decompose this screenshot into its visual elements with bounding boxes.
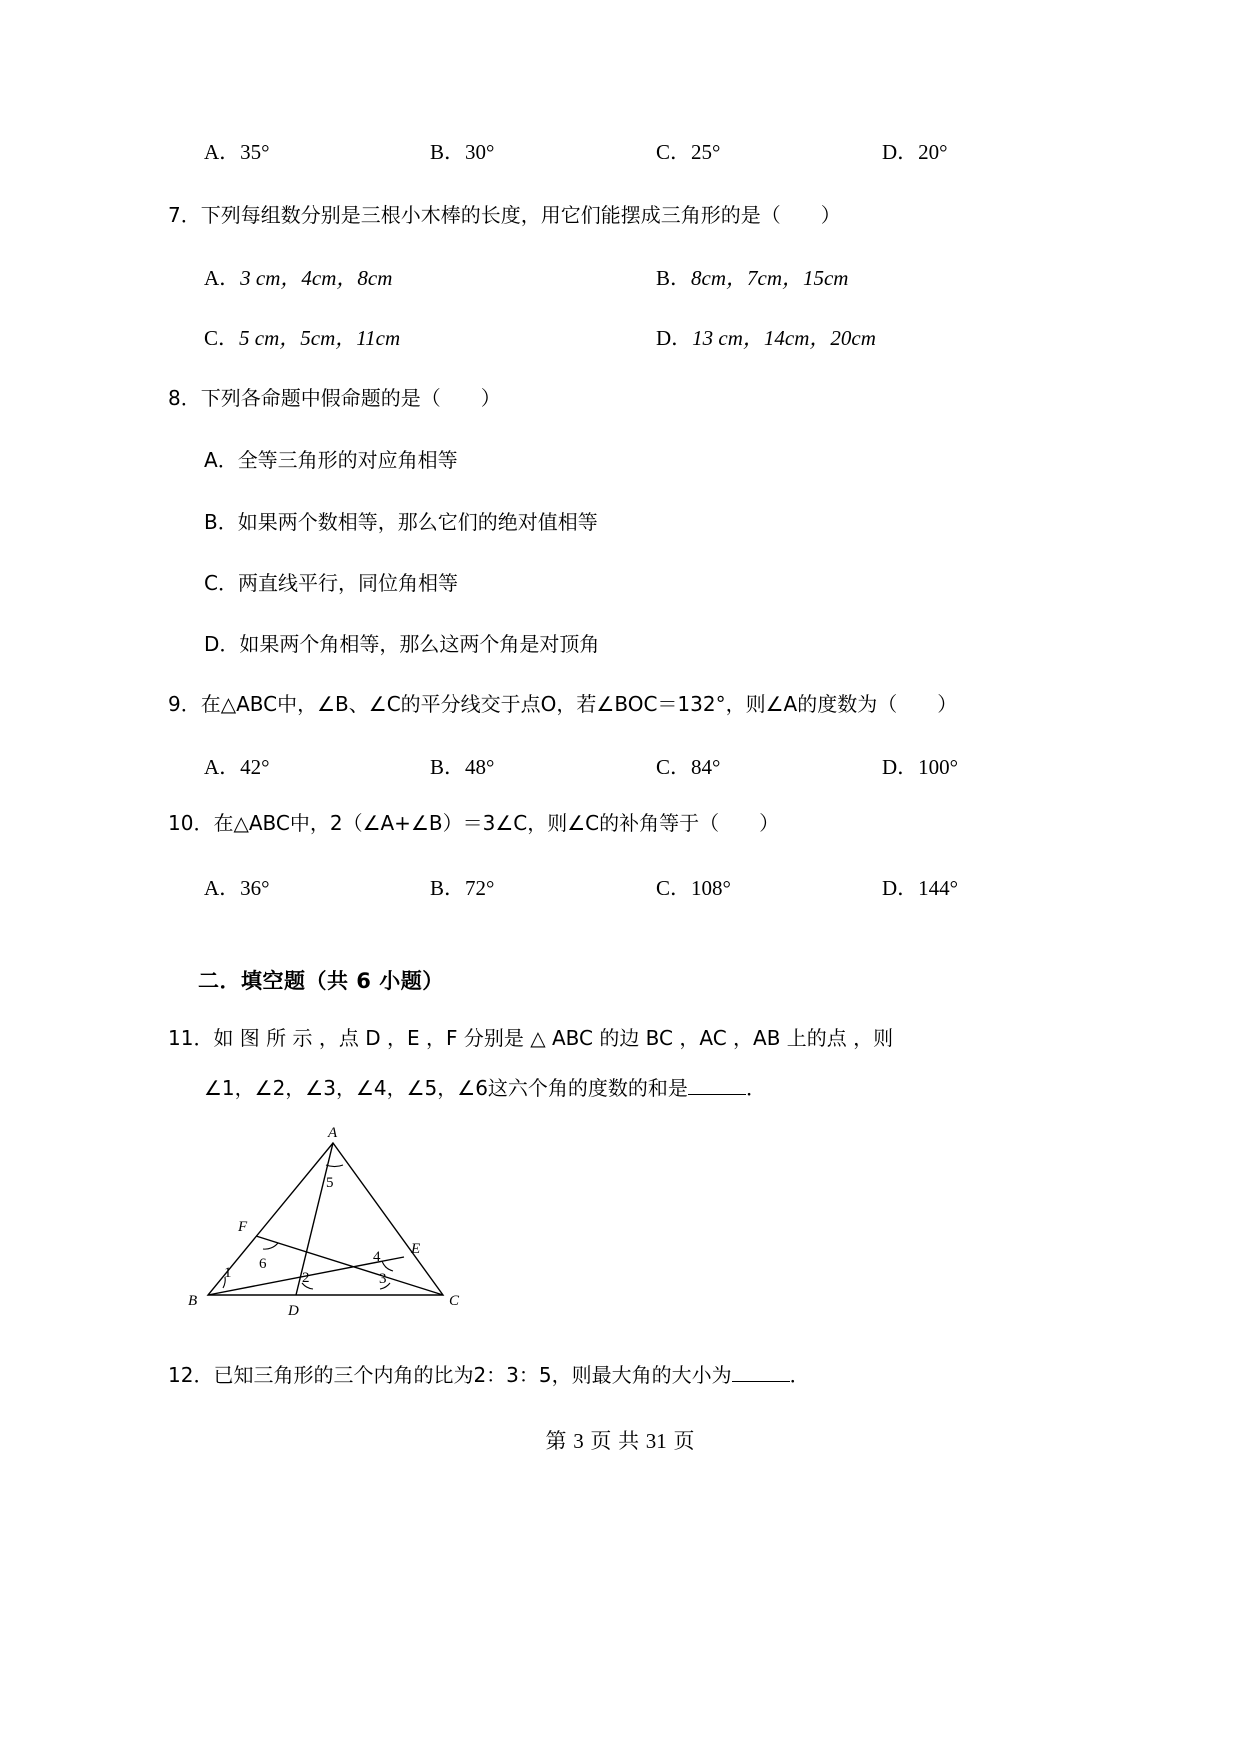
option-letter: A (204, 448, 218, 472)
footer-prefix: 第 (545, 1429, 567, 1453)
option-c: C．108° (656, 876, 731, 900)
option-letter: B (656, 266, 671, 290)
option-letter: A (204, 876, 220, 900)
angle-label-3: 3 (379, 1271, 387, 1287)
option-d: D．20° (882, 140, 948, 164)
option-text: 100° (918, 755, 959, 779)
option-letter: C (656, 755, 671, 779)
label-D: D (288, 1303, 299, 1319)
question-8-stem: 8．下列各命题中假命题的是（ ） (168, 386, 501, 410)
option-a: A．42° (204, 755, 270, 779)
angle-label-6: 6 (259, 1256, 267, 1272)
footer-total-pages: 31 (645, 1429, 667, 1453)
option-text: 全等三角形的对应角相等 (237, 448, 458, 472)
angle-label-2: 2 (302, 1270, 310, 1286)
option-letter: D (882, 755, 898, 779)
page-content (168, 0, 1072, 1754)
option-text: 3 cm，4cm，8cm (240, 266, 393, 290)
label-A: A (328, 1125, 338, 1141)
footer-suffix: 页 (673, 1429, 695, 1453)
question-10-stem: 10．在△ABC中，2（∠A+∠B）＝3∠C，则∠C的补角等于（ ） (168, 811, 780, 835)
option-letter: A (204, 266, 220, 290)
option-text: 8cm，7cm，15cm (691, 266, 849, 290)
question-12-text: 12．已知三角形的三个内角的比为2：3：5，则最大角的大小为 (168, 1363, 732, 1387)
option-c: C．84° (656, 755, 721, 779)
angle-label-4: 4 (373, 1249, 381, 1265)
option-text: 144° (918, 876, 959, 900)
option-text: 35° (240, 140, 270, 164)
angle-label-1: 1 (224, 1265, 232, 1281)
q8-option-b: B．如果两个数相等，那么它们的绝对值相等 (204, 510, 598, 534)
option-a: A．36° (204, 876, 270, 900)
question-11-text: ∠1，∠2，∠3，∠4，∠5，∠6这六个角的度数的和是 (204, 1076, 688, 1100)
question-9-stem: 9．在△ABC中，∠B、∠C的平分线交于点O，若∠BOC＝132°，则∠A的度数为（ ） (168, 692, 958, 716)
option-letter: D (656, 326, 672, 350)
angle-arc-5 (326, 1165, 343, 1167)
option-letter: B (204, 510, 218, 534)
option-a: A．35° (204, 140, 270, 164)
option-text: 如果两个数相等，那么它们的绝对值相等 (237, 510, 598, 534)
q6-options-row (168, 142, 1108, 163)
option-letter: C (204, 571, 218, 595)
figure-triangle-abc (168, 1125, 1072, 1340)
option-letter: C (656, 140, 671, 164)
option-c: C．25° (656, 140, 721, 164)
footer-mid: 页 共 (590, 1429, 640, 1453)
q8-option-a: A．全等三角形的对应角相等 (204, 448, 458, 472)
question-7-stem: 7．下列每组数分别是三根小木棒的长度，用它们能摆成三角形的是（ ） (168, 203, 841, 227)
option-text: 36° (240, 876, 270, 900)
page-footer (168, 1425, 1072, 1455)
label-C: C (449, 1293, 460, 1309)
triangle-diagram-svg (168, 1125, 1072, 1340)
option-a: A．3 cm，4cm，8cm (204, 266, 393, 290)
question-12-period: ． (789, 1363, 810, 1387)
option-letter: D (882, 876, 898, 900)
option-letter: D (882, 140, 898, 164)
question-11-period: ． (745, 1076, 766, 1100)
footer-page-number: 3 (573, 1429, 584, 1453)
option-letter: B (430, 876, 445, 900)
option-d: D．100° (882, 755, 959, 779)
option-text: 如果两个角相等，那么这两个角是对顶角 (239, 632, 600, 656)
option-text: 108° (691, 876, 731, 900)
option-letter: B (430, 755, 445, 779)
option-b: B．30° (430, 140, 495, 164)
angle-label-5: 5 (326, 1175, 334, 1191)
option-letter: C (656, 876, 671, 900)
option-letter: D (204, 632, 220, 656)
option-text: 5 cm，5cm，11cm (239, 326, 401, 350)
q9-options-row (168, 757, 1108, 778)
option-text: 13 cm，14cm，20cm (692, 326, 876, 350)
option-text: 72° (465, 876, 495, 900)
answer-blank[interactable] (732, 1365, 790, 1382)
label-E: E (411, 1241, 421, 1257)
section-heading-fill-blank: 二．填空题（共 6 小题） (198, 969, 444, 993)
answer-blank[interactable] (688, 1078, 746, 1095)
question-11-line-1: 11．如 图 所 示 ，点 D ，E ，F 分别是 △ ABC 的边 BC ，AC ，AB 上的点 ，则 (168, 1026, 894, 1050)
q7-options-row-2 (168, 328, 1108, 349)
option-letter: A (204, 140, 220, 164)
label-F: F (238, 1219, 248, 1235)
label-B: B (188, 1293, 198, 1309)
option-letter: B (430, 140, 445, 164)
q8-option-c: C．两直线平行，同位角相等 (204, 571, 458, 595)
option-text: 20° (918, 140, 948, 164)
angle-arc-4 (382, 1261, 393, 1271)
option-b: B．72° (430, 876, 495, 900)
option-text: 42° (240, 755, 270, 779)
option-text: 25° (691, 140, 721, 164)
option-b: B．48° (430, 755, 495, 779)
option-text: 两直线平行，同位角相等 (237, 571, 458, 595)
question-12 (168, 1365, 810, 1385)
q8-option-d: D．如果两个角相等，那么这两个角是对顶角 (204, 632, 600, 656)
option-b: B．8cm，7cm，15cm (656, 266, 849, 290)
option-letter: C (204, 326, 219, 350)
option-text: 84° (691, 755, 721, 779)
q10-options-row (168, 878, 1108, 899)
angle-arc-6 (263, 1243, 278, 1249)
option-letter: A (204, 755, 220, 779)
option-d: D．144° (882, 876, 959, 900)
option-c: C．5 cm，5cm，11cm (204, 326, 401, 350)
q7-options-row-1 (168, 268, 1108, 289)
question-11-line-2 (168, 1078, 766, 1098)
option-text: 48° (465, 755, 495, 779)
option-d: D．13 cm，14cm，20cm (656, 326, 876, 350)
option-text: 30° (465, 140, 495, 164)
